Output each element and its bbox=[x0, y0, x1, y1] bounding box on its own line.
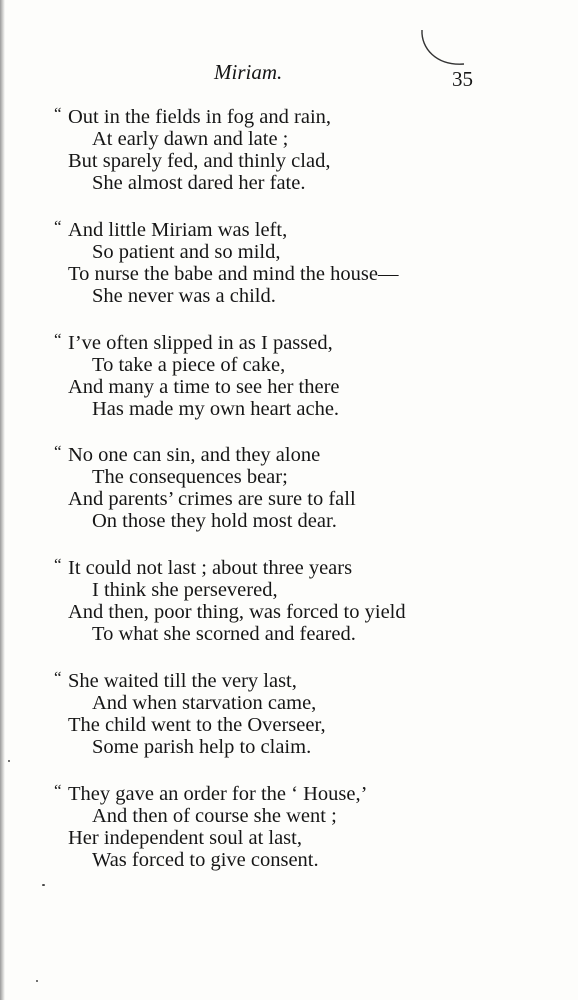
running-title: Miriam. bbox=[214, 60, 283, 84]
open-quote: “ bbox=[54, 217, 62, 236]
poem-line: And parents’ crimes are sure to fall bbox=[68, 488, 356, 510]
page-curl-mark-icon bbox=[418, 28, 468, 70]
poem-line bbox=[54, 442, 321, 466]
poem-line: And then, poor thing, was forced to yield bbox=[68, 601, 406, 623]
poem-line-text: It could not last ; about three years bbox=[68, 557, 353, 579]
poem-line bbox=[54, 104, 332, 128]
poem-line-text: And little Miriam was left, bbox=[68, 219, 288, 241]
poem-line: The consequences bear; bbox=[92, 466, 288, 488]
poem-line: Has made my own heart ache. bbox=[92, 398, 340, 420]
page-number: 35 bbox=[452, 67, 473, 91]
ink-speck bbox=[36, 980, 38, 982]
poem-line: Her independent soul at last, bbox=[68, 827, 302, 849]
poem-line bbox=[54, 330, 333, 354]
poem-line: At early dawn and late ; bbox=[92, 128, 289, 150]
poem-line: To nurse the babe and mind the house— bbox=[68, 263, 399, 285]
poem-line-text: She waited till the very last, bbox=[68, 670, 297, 692]
page-binding-shadow bbox=[0, 0, 5, 1000]
open-quote: “ bbox=[54, 668, 62, 687]
open-quote: “ bbox=[54, 555, 62, 574]
poem-line: And many a time to see her there bbox=[68, 376, 340, 398]
open-quote: “ bbox=[54, 442, 62, 461]
poem-line-text: No one can sin, and they alone bbox=[68, 444, 321, 466]
open-quote: “ bbox=[54, 781, 62, 800]
poem-line: I think she persevered, bbox=[92, 579, 278, 601]
ink-speck bbox=[42, 884, 45, 886]
poem-line: Some parish help to claim. bbox=[92, 736, 312, 758]
poem-line bbox=[54, 781, 368, 805]
poem-line: So patient and so mild, bbox=[92, 241, 281, 263]
poem-line bbox=[54, 217, 288, 241]
poem-line: The child went to the Overseer, bbox=[68, 714, 326, 736]
poem-line bbox=[54, 555, 353, 579]
poem-line: Was forced to give consent. bbox=[92, 849, 319, 871]
poem-line bbox=[54, 668, 297, 692]
poem-line: But sparely fed, and thinly clad, bbox=[68, 150, 331, 172]
open-quote: “ bbox=[54, 330, 62, 349]
poem-line: And when starvation came, bbox=[92, 692, 317, 714]
poem-line: She never was a child. bbox=[92, 285, 276, 307]
open-quote: “ bbox=[54, 104, 62, 123]
poem-line: She almost dared her fate. bbox=[92, 172, 306, 194]
ink-speck bbox=[8, 760, 10, 762]
poem-line-text: Out in the fields in fog and rain, bbox=[68, 106, 332, 128]
poem-line: To take a piece of cake, bbox=[92, 354, 286, 376]
poem-line: To what she scorned and feared. bbox=[92, 623, 356, 645]
poem-line-text: They gave an order for the ‘ House,’ bbox=[68, 783, 368, 805]
poem-line: And then of course she went ; bbox=[92, 805, 337, 827]
poem-line-text: I’ve often slipped in as I passed, bbox=[68, 332, 333, 354]
poem-line: On those they hold most dear. bbox=[92, 510, 337, 532]
